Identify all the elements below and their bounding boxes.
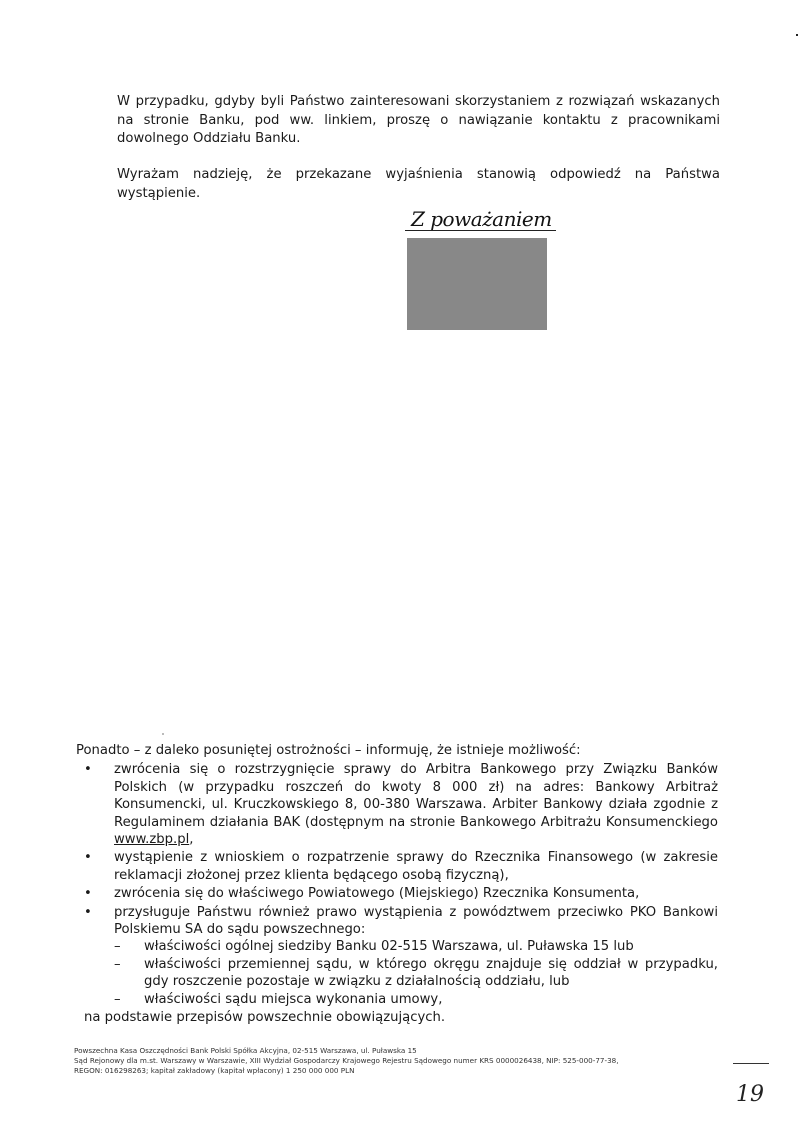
remedies-list bbox=[76, 761, 718, 1008]
list-item-text: wystąpienie z wnioskiem o rozpatrzenie sprawy do Rzecznika Finansowego (w zakresie reklamacji złożonej przez klienta będącego osobą fizyczną), bbox=[114, 850, 718, 883]
court-sublist bbox=[114, 938, 718, 1008]
bullet-icon: • bbox=[84, 904, 92, 920]
footer-line: Sąd Rejonowy dla m.st. Warszawy w Warszawie, XIII Wydział Gospodarczy Krajowego Rejestru Sądowego numer KRS 0000026438, NIP: 525-000-77-38, bbox=[74, 1056, 619, 1065]
sublist-item-text: właściwości przemiennej sądu, w którego okręgu znajduje się oddział w przypadku, gdy roszczenie pozostaje w związku z działalnością oddziału, lub bbox=[144, 956, 718, 990]
bullet-icon: • bbox=[84, 762, 92, 778]
list-item bbox=[76, 761, 718, 848]
margin-rule bbox=[733, 1063, 769, 1064]
sublist-item bbox=[114, 956, 718, 991]
corner-mark bbox=[796, 34, 798, 36]
sublist-item bbox=[114, 938, 718, 955]
list-item-punct: , bbox=[189, 832, 194, 848]
zbp-link[interactable]: www.zbp.pl bbox=[114, 832, 190, 848]
footer-line: REGON: 016298263; kapitał zakładowy (kapitał wpłacony) 1 250 000 000 PLN bbox=[74, 1066, 355, 1075]
remedies-section bbox=[76, 742, 718, 1027]
page-number: 19 bbox=[736, 1082, 764, 1107]
sublist-item bbox=[114, 991, 718, 1008]
sublist-item-text: właściwości sądu miejsca wykonania umowy, bbox=[144, 991, 443, 1007]
list-item bbox=[76, 885, 718, 902]
remedies-intro: Ponadto – z daleko posuniętej ostrożności – informuję, że istnieje możliwość: bbox=[76, 743, 581, 758]
dash-icon: – bbox=[114, 956, 121, 972]
bullet-icon: • bbox=[84, 886, 92, 902]
list-item bbox=[76, 904, 718, 1008]
legal-basis-note: na podstawie przepisów powszechnie obowiązujących. bbox=[84, 1010, 446, 1026]
bullet-icon: • bbox=[84, 850, 92, 866]
bank-footer bbox=[74, 1046, 674, 1076]
list-item bbox=[76, 849, 718, 884]
list-item-text: zwrócenia się o rozstrzygnięcie sprawy do Arbitra Bankowego przy Związku Banków Polskich (w przypadku roszczeń do kwoty 8 000 zł) na adres: Bankowy Arbitraż Konsumencki, ul. Kruczkowskiego 8, 00-380 Warszawa. Arbiter Bankowy działa zgodnie z Regulaminem działania BAK (dostępnym na stronie Bankowego Arbitrażu Konsumenckiego bbox=[114, 762, 718, 830]
sublist-item-text: właściwości ogólnej siedziby Banku 02-515 Warszawa, ul. Puławska 15 lub bbox=[144, 939, 634, 955]
paragraph-closing-hope: Wyrażam nadzieję, że przekazane wyjaśnienia stanowią odpowiedź na Państwa wystąpienie. bbox=[117, 167, 720, 201]
dash-icon: – bbox=[114, 991, 121, 1007]
signature-salutation: Z poważaniem bbox=[405, 208, 556, 231]
redacted-signature bbox=[407, 238, 547, 330]
scan-speck bbox=[162, 733, 164, 735]
list-item-text: przysługuje Państwu również prawo wystąpienia z powództwem przeciwko PKO Bankowi Polskiemu SA do sądu powszechnego: bbox=[114, 904, 718, 938]
footer-line: Powszechna Kasa Oszczędności Bank Polski Spółka Akcyjna, 02-515 Warszawa, ul. Puławska 15 bbox=[74, 1046, 417, 1055]
paragraph-contact: W przypadku, gdyby byli Państwo zainteresowani skorzystaniem z rozwiązań wskazanych na stronie Banku, pod ww. linkiem, proszę o nawiązanie kontaktu z pracownikami dowolnego Oddziału Banku. bbox=[117, 94, 720, 147]
dash-icon: – bbox=[114, 939, 121, 955]
signature-block bbox=[405, 208, 565, 231]
list-item-text: zwrócenia się do właściwego Powiatowego (Miejskiego) Rzecznika Konsumenta, bbox=[114, 886, 640, 902]
